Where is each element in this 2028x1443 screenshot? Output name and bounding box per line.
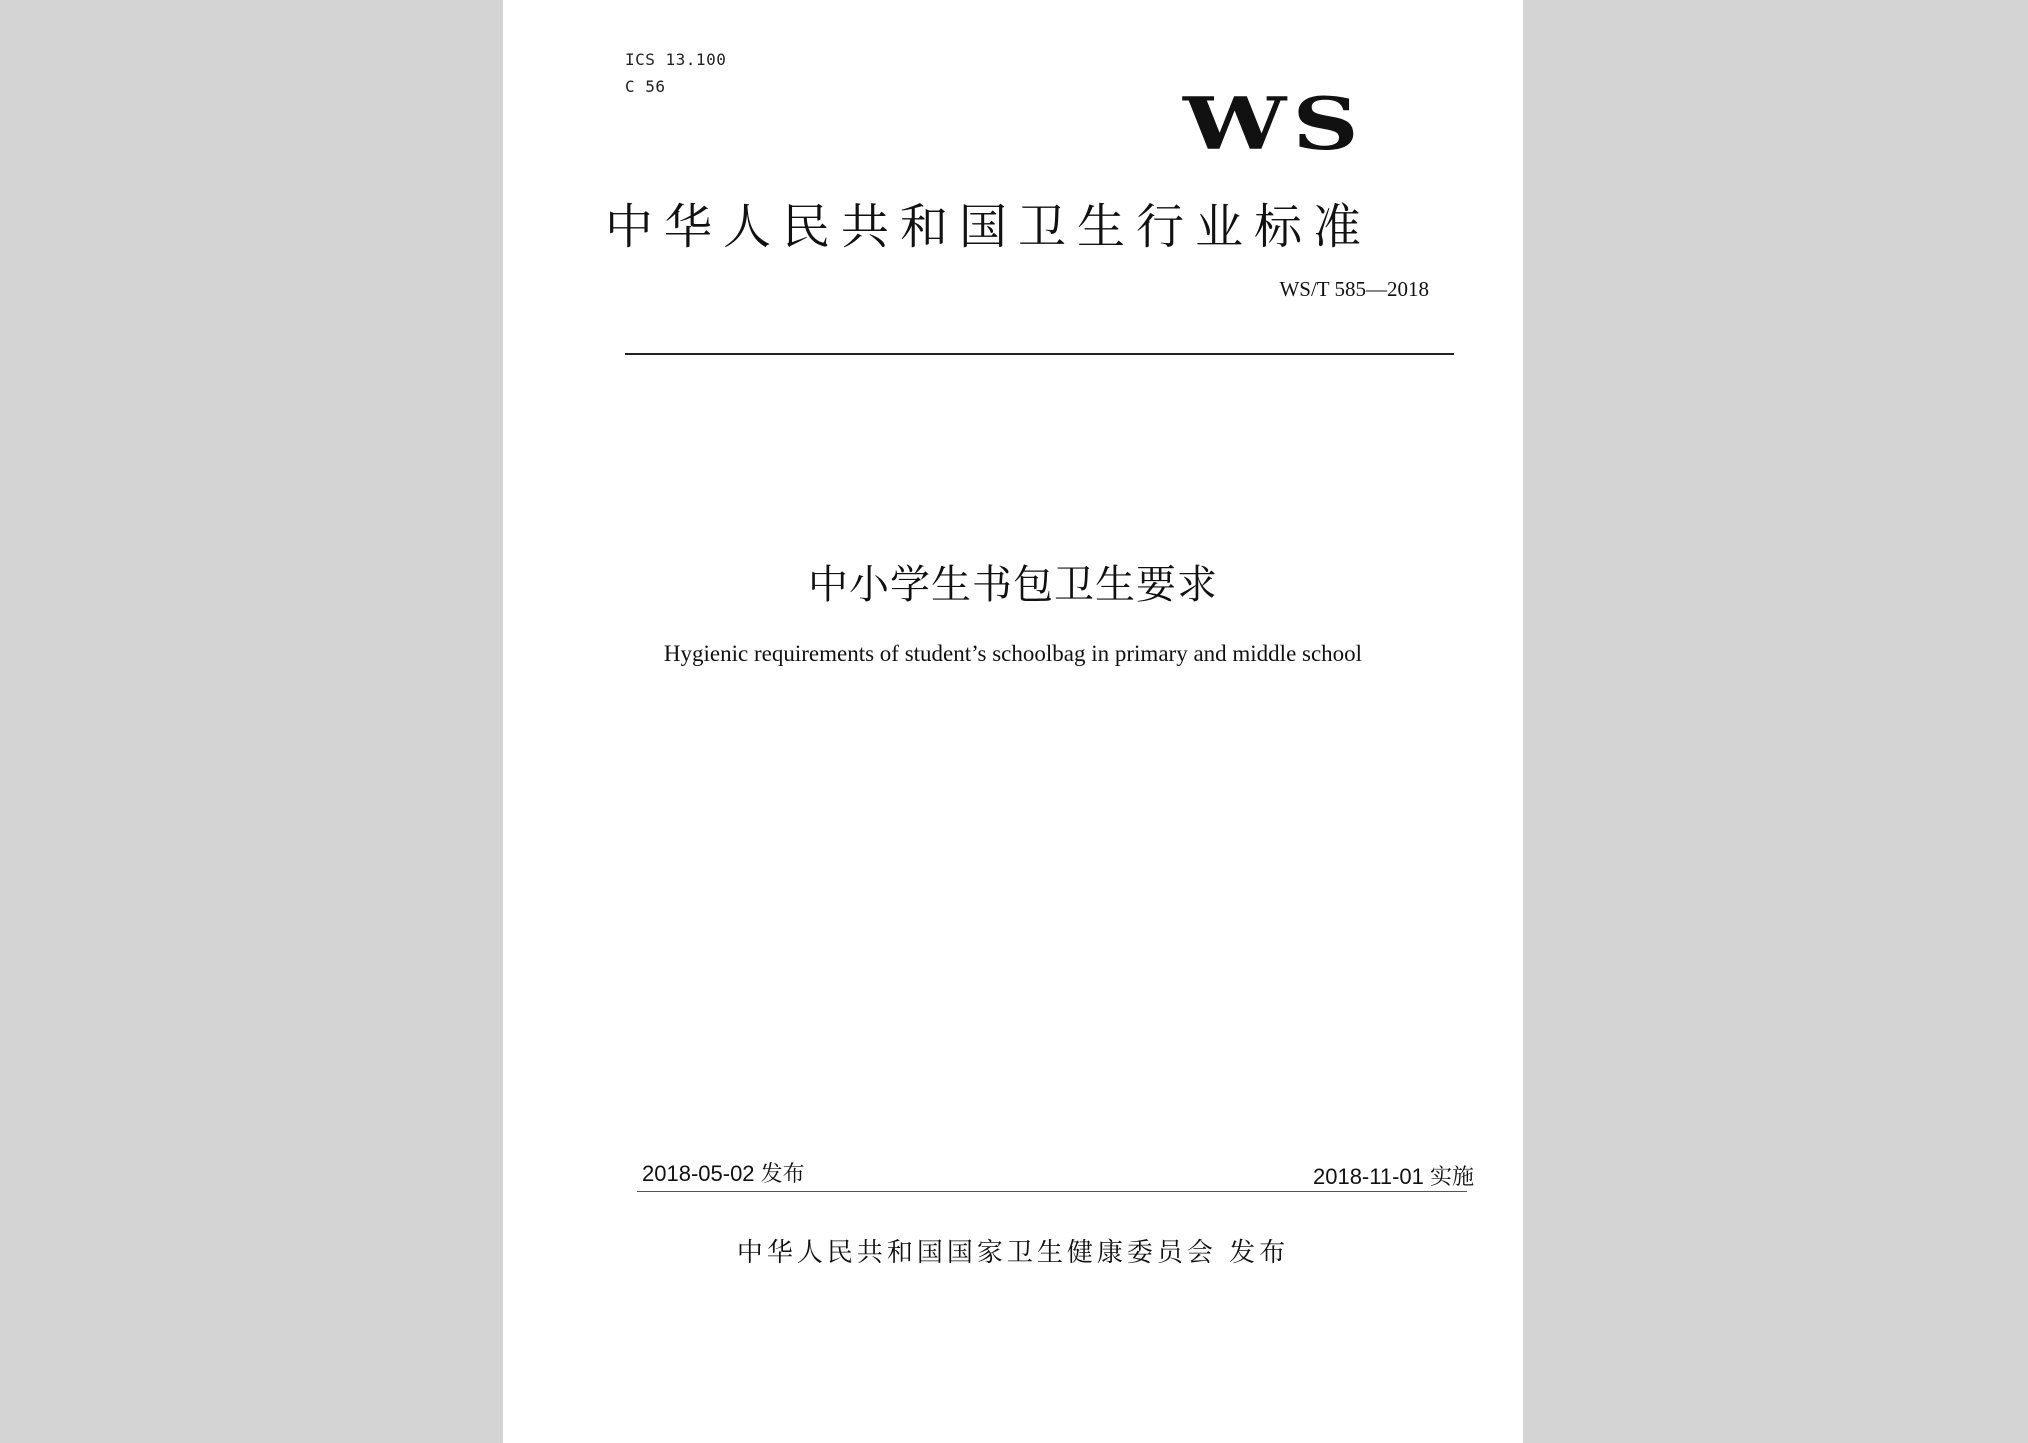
document-title-en: Hygienic requirements of student’s schoolbag in primary and middle school	[663, 641, 1363, 666]
implement-date: 2018-11-01 实施	[1312, 1164, 1474, 1189]
standard-number: WS/T 585—2018	[1279, 277, 1429, 301]
document-page	[503, 0, 1523, 1443]
header-rule	[625, 353, 1454, 355]
ics-code: ICS 13.100	[625, 50, 727, 69]
standard-title: 中华人民共和国卫生行业标准	[605, 199, 1373, 255]
issue-date: 2018-05-02 发布	[642, 1161, 805, 1186]
footer-rule	[637, 1191, 1467, 1192]
ccs-code: C 56	[625, 77, 666, 96]
publisher: 中华人民共和国国家卫生健康委员会 发布	[736, 1238, 1290, 1268]
ws-logo: WS	[1183, 82, 1365, 167]
document-title-cn: 中小学生书包卫生要求	[808, 562, 1218, 608]
